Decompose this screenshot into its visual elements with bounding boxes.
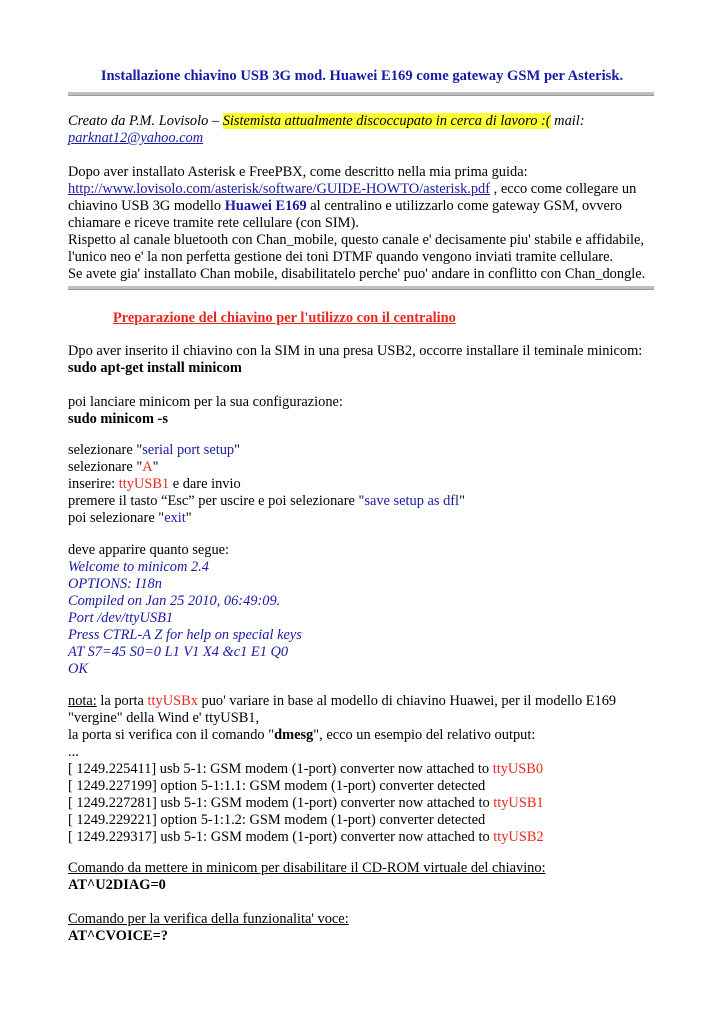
output-line: Port /dev/ttyUSB1 — [68, 610, 174, 626]
output-line: OPTIONS: I18n — [68, 576, 162, 592]
author-status-highlight: Sistemista attualmente discoccupato in cerca di lavoro :( — [222, 113, 551, 129]
author-mail-label: mail: — [550, 113, 585, 129]
step-4-close: " — [459, 493, 465, 509]
dmesg-line: [ 1249.227281] usb 5-1: GSM modem (1-port) converter now attached to ttyUSB1 — [68, 795, 544, 811]
output-line: AT S7=45 S0=0 L1 V1 X4 &c1 E1 Q0 — [68, 644, 289, 660]
step-5-text: poi selezionare " — [68, 510, 165, 526]
step-3-text: inserire: — [68, 476, 119, 492]
intro-line-6: l'unico neo e' la non perfetta gestione dei toni DTMF quando vengono inviati tramite cellulare. — [68, 249, 614, 265]
dmesg-tty: ttyUSB1 — [493, 795, 544, 811]
minicom-setup-command: sudo minicom -s — [68, 411, 168, 427]
install-command: sudo apt-get install minicom — [68, 360, 242, 376]
note-line-3a: la porta si verifica con il comando " — [68, 727, 275, 743]
step-4-value: save setup as dfl — [364, 493, 460, 509]
note-port: ttyUSBx — [147, 693, 198, 709]
prep-line-2: poi lanciare minicom per la sua configurazione: — [68, 394, 343, 410]
note-line-2: "vergine" della Wind e' ttyUSB1, — [68, 710, 260, 726]
intro-line-7: Se avete gia' installato Chan mobile, disabilitatelo perche' puo' andare in conflitto con Chan_dongle. — [68, 266, 646, 282]
step-1-value: serial port setup — [142, 442, 235, 458]
steps-block — [68, 442, 668, 527]
prep-block — [68, 343, 668, 428]
voice-label: Comando per la verifica della funzionalita' voce: — [68, 911, 349, 927]
author-email-link[interactable]: parknat12@yahoo.com — [68, 130, 204, 146]
intro-line-1: Dopo aver installato Asterisk e FreePBX, come descritto nella mia prima guida: — [68, 164, 528, 180]
dmesg-line: [ 1249.229317] usb 5-1: GSM modem (1-port) converter now attached to ttyUSB2 — [68, 829, 544, 845]
note-block — [68, 693, 668, 846]
minicom-output-block — [68, 542, 668, 678]
intro-line-3b: al centralino e utilizzarlo come gateway GSM, ovvero — [306, 198, 622, 214]
step-2-value: A — [142, 459, 153, 475]
top-divider — [68, 92, 654, 96]
author-prefix: Creato da P.M. Lovisolo – — [68, 113, 223, 129]
note-text-b: puo' variare in base al modello di chiavino Huawei, per il modello E169 — [197, 693, 617, 709]
author-block — [68, 113, 668, 147]
dmesg-tty: ttyUSB0 — [492, 761, 544, 777]
step-3-value: ttyUSB1 — [118, 476, 170, 492]
model-name: Huawei E169 — [224, 198, 307, 214]
cdrom-label: Comando da mettere in minicom per disabilitare il CD-ROM virtuale del chiavino: — [68, 860, 546, 876]
cdrom-command: AT^U2DIAG=0 — [68, 877, 166, 893]
cdrom-block — [68, 860, 668, 894]
intro-paragraph — [68, 164, 668, 283]
intro-line-3a: chiavino USB 3G modello — [68, 198, 225, 214]
output-line: Compiled on Jan 25 2010, 06:49:09. — [68, 593, 281, 609]
voice-block — [68, 911, 668, 945]
prep-line-1: Dpo aver inserito il chiavino con la SIM in una presa USB2, occorre installare il teminale minicom: — [68, 343, 643, 359]
output-line: Press CTRL-A Z for help on special keys — [68, 627, 302, 643]
note-text-a: la porta — [96, 693, 148, 709]
dmesg-tty: ttyUSB2 — [493, 829, 544, 845]
section-divider — [68, 286, 654, 290]
document-title: Installazione chiavino USB 3G mod. Huawei E169 come gateway GSM per Asterisk. — [100, 68, 624, 84]
output-intro: deve apparire quanto segue: — [68, 542, 230, 558]
dmesg-line: [ 1249.225411] usb 5-1: GSM modem (1-port) converter now attached to ttyUSB0 — [68, 761, 544, 777]
voice-command: AT^CVOICE=? — [68, 928, 168, 944]
step-1-close: " — [234, 442, 240, 458]
intro-line-2-rest: , ecco come collegare un — [490, 181, 637, 197]
dmesg-line: [ 1249.227199] option 5-1:1.1: GSM modem (1-port) converter detected — [68, 778, 486, 794]
step-1-text: selezionare " — [68, 442, 143, 458]
output-line: OK — [68, 661, 88, 677]
step-3-rest: e dare invio — [169, 476, 241, 492]
intro-line-5: Rispetto al canale bluetooth con Chan_mobile, questo canale e' decisamente piu' stabile e affidabile, — [68, 232, 644, 248]
step-5-close: " — [185, 510, 192, 526]
output-line: Welcome to minicom 2.4 — [68, 559, 209, 575]
step-2-close: " — [152, 459, 159, 475]
note-line-3b: ", ecco un esempio del relativo output: — [313, 727, 536, 743]
step-2-text: selezionare " — [68, 459, 143, 475]
guide-url-link[interactable]: http://www.lovisolo.com/asterisk/software/GUIDE-HOWTO/asterisk.pdf — [68, 181, 491, 197]
dmesg-line: [ 1249.229221] option 5-1:1.2: GSM modem (1-port) converter detected — [68, 812, 486, 828]
section-heading: Preparazione del chiavino per l'utilizzo con il centralino — [113, 310, 456, 326]
note-label: nota: — [68, 693, 97, 709]
note-ellipsis: ... — [68, 744, 79, 760]
intro-line-4: chiamare e riceve tramite rete cellulare (con SIM). — [68, 215, 359, 231]
step-4-text: premere il tasto “Esc” per uscire e poi selezionare " — [68, 493, 365, 509]
step-5-value: exit — [164, 510, 186, 526]
dmesg-command: dmesg — [274, 727, 314, 743]
